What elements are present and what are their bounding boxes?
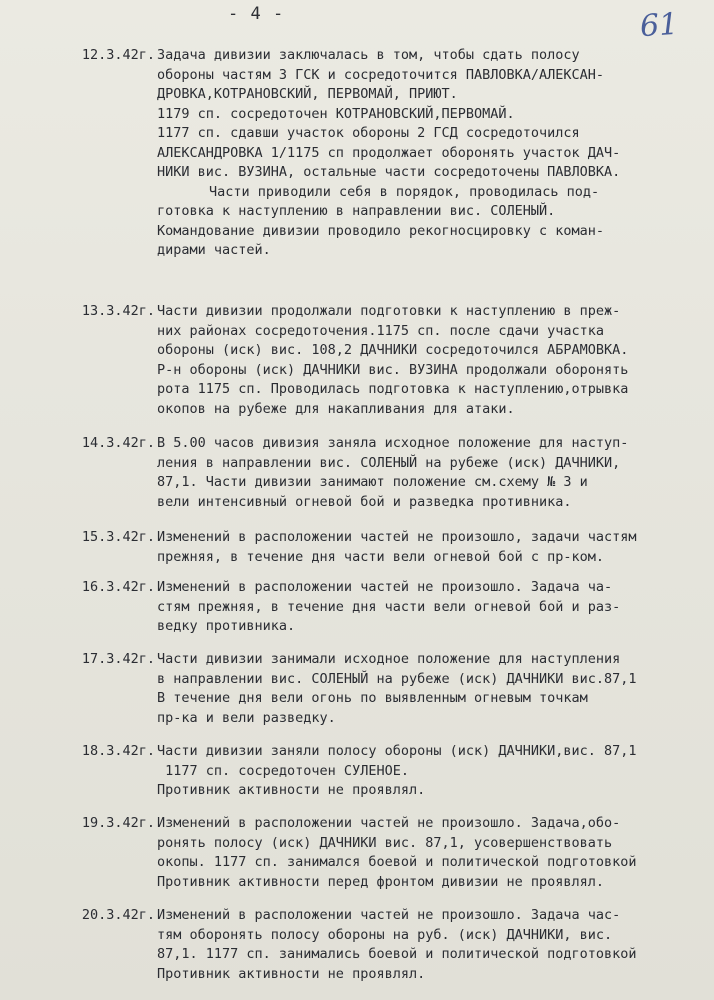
entry-line: обороны частям 3 ГСК и сосредоточится ПАВЛОВКА/АЛЕКСАН- <box>157 66 605 83</box>
entry-line: ления в направлении вис. СОЛЕНЫЙ на рубеже (иск) ДАЧНИКИ, <box>157 454 621 471</box>
entry-line: окопы. 1177 сп. занимался боевой и политической подготовкой <box>157 854 637 870</box>
entry-line: готовка к наступлению в направлении вис. СОЛЕНЫЙ. <box>157 203 556 219</box>
entry-text <box>157 302 709 419</box>
entry-line: пр-ка и вели разведку. <box>157 709 336 726</box>
entry-line: 1179 сп. сосредоточен КОТРАНОВСКИЙ,ПЕРВОМАЙ. <box>157 105 515 122</box>
entry-line: прежняя, в течение дня части вели огневой бой с пр-ком. <box>157 548 605 565</box>
entry-line: рота 1175 сп. Проводилась подготовка к наступлению,отрывка <box>157 381 629 397</box>
entry-line: АЛЕКСАНДРОВКА 1/1175 сп продолжает оборонять участок ДАЧ- <box>157 144 621 161</box>
entry-line: Изменений в расположении частей не произошло. Задача час- <box>157 907 621 923</box>
entry-line: Противник активности не проявлял. <box>157 782 426 798</box>
entry-date: 14.3.42г. <box>81 435 155 451</box>
entry-line: ведку противника. <box>157 618 296 634</box>
entry-line: 87,1. 1177 сп. занимались боевой и политической подготовкой <box>157 946 637 962</box>
entry-line: Части дивизии заняли полосу обороны (иск) ДАЧНИКИ,вис. 87,1 <box>157 743 637 759</box>
entry-text <box>157 906 709 984</box>
entry-line: Части дивизии занимали исходное положение для наступления <box>157 651 621 667</box>
entry-line: НИКИ вис. ВУЗИНА, остальные части сосредоточены ПАВЛОВКА. <box>157 164 621 180</box>
entry-date: 18.3.42г. <box>81 743 155 759</box>
entry-line: Изменений в расположении частей не произошло. Задача,обо- <box>157 815 621 831</box>
entry-text <box>157 528 709 567</box>
entry-line: Части приводили себя в порядок, проводилась под- <box>209 183 600 200</box>
entry-line: тям оборонять полосу обороны на руб. (иск) ДАЧНИКИ, вис. <box>157 926 613 943</box>
entry-line: В течение дня вели огонь по выявленным огневым точкам <box>157 690 588 706</box>
entry-line: Задача дивизии заключалась в том, чтобы сдать полосу <box>157 47 580 63</box>
entry-line: в направлении вис. СОЛЕНЫЙ на рубеже (иск) ДАЧНИКИ вис.87,1 <box>157 670 637 687</box>
entry-line: ДРОВКА,КОТРАНОВСКИЙ, ПЕРВОМАЙ, ПРИЮТ. <box>157 86 458 102</box>
entry-date: 17.3.42г. <box>81 651 155 667</box>
entry-date: 20.3.42г. <box>81 907 155 923</box>
entry-line: окопов на рубеже для накапливания для атаки. <box>157 400 515 417</box>
entry-line: Командование дивизии проводило рекогносцировку с коман- <box>157 222 605 239</box>
entry-line: стям прежняя, в течение дня части вели огневой бой и раз- <box>157 598 621 615</box>
entry-text <box>157 650 709 728</box>
entry-line: ронять полосу (иск) ДАЧНИКИ вис. 87,1, усовершенствовать <box>157 834 613 851</box>
entry-text <box>157 578 709 637</box>
entry-text <box>157 46 709 261</box>
entry-line: Противник активности перед фронтом дивизии не проявлял. <box>157 873 605 890</box>
entry-line: вели интенсивный огневой бой и разведка противника. <box>157 493 572 510</box>
entry-line: Изменений в расположении частей не произошло. Задача ча- <box>157 579 613 595</box>
entry-line: 87,1. Части дивизии занимают положение см.схему № 3 и <box>157 474 588 490</box>
archive-page-number: 61 <box>638 6 680 45</box>
entry-line: Противник активности не проявлял. <box>157 965 426 982</box>
entry-text <box>157 742 709 801</box>
page-number: - 4 - <box>228 4 285 24</box>
entry-line: Р-н обороны (иск) ДАЧНИКИ вис. ВУЗИНА продолжали оборонять <box>157 361 629 378</box>
entry-date: 12.3.42г. <box>81 47 155 63</box>
entry-line: 1177 сп. сосредоточен СУЛЕНОЕ. <box>157 762 409 779</box>
entry-line: них районах сосредоточения.1175 сп. после сдачи участка <box>157 322 605 339</box>
entry-date: 16.3.42г. <box>81 579 155 595</box>
entry-date: 15.3.42г. <box>81 529 155 545</box>
entry-date: 13.3.42г. <box>81 303 155 319</box>
entry-line: 1177 сп. сдавши участок обороны 2 ГСД сосредоточился <box>157 125 580 141</box>
entry-date: 19.3.42г. <box>81 815 155 831</box>
entry-line: Части дивизии продолжали подготовки к наступлению в преж- <box>157 303 621 319</box>
entry-text <box>157 814 709 892</box>
entry-line: В 5.00 часов дивизия заняла исходное положение для наступ- <box>157 435 629 451</box>
entry-line: дирами частей. <box>157 242 271 258</box>
entry-line: обороны (иск) вис. 108,2 ДАЧНИКИ сосредоточился АБРАМОВКА. <box>157 342 629 358</box>
entry-line: Изменений в расположении частей не произошло, задачи частям <box>157 529 637 545</box>
entry-text <box>157 434 709 512</box>
